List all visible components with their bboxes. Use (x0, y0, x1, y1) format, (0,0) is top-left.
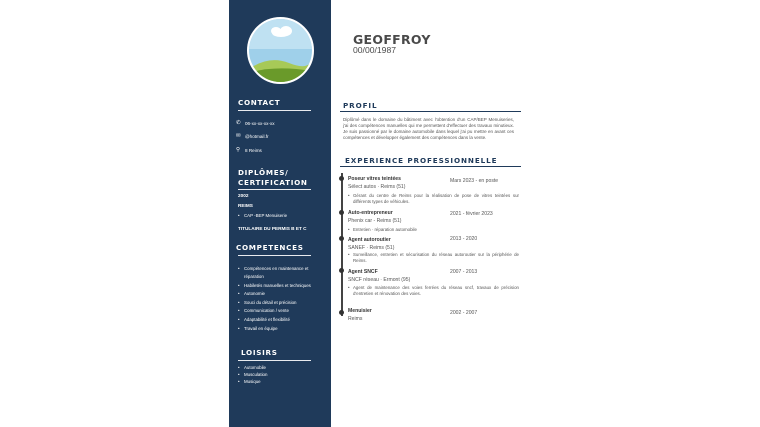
diplomas-divider (238, 189, 311, 190)
hobby-item: • Musique (238, 379, 324, 386)
skills-list (238, 265, 324, 333)
location-value: 8 Reims (245, 147, 262, 153)
skill-item: • Souci du détail et précision (238, 299, 324, 308)
contact-phone (236, 120, 275, 126)
diploma-city: REIMS (238, 203, 253, 208)
diplomas-title-line2: CERTIFICATION (238, 178, 308, 187)
job-title: Agent SNCF (348, 269, 378, 275)
timeline-dot (339, 236, 344, 241)
job-company: SANEF · Reims (51) (348, 245, 395, 251)
hobbies-title: LOISIRS (241, 348, 278, 357)
hobbies-list (238, 365, 324, 385)
experience-title: EXPERIENCE PROFESSIONNELLE (345, 156, 498, 165)
timeline-dot (339, 210, 344, 215)
hobby-item: • Automobile (238, 365, 324, 372)
skill-item: • Compétences en maintenance et réparation (238, 265, 324, 282)
envelope-icon: ✉ (236, 133, 241, 139)
contact-divider (238, 110, 311, 111)
job-description: • Gérant du centre de Reims pour la réalisation de pose de vitres teintées sur différents types de véhicules. (348, 193, 519, 204)
phone-icon: ✆ (236, 120, 241, 126)
job-date: 2002 - 2007 (450, 310, 478, 316)
skill-item: • Communication / vente (238, 307, 324, 316)
phone-value[interactable]: 06-xx-xx-xx-xx (245, 120, 275, 126)
skill-item: • Travail en équipe (238, 325, 324, 334)
job-company: Reims (348, 316, 363, 322)
job-title: Auto-entrepreneur (348, 210, 393, 216)
diploma-list (238, 213, 324, 218)
job-company: Phenix car - Reims (51) (348, 218, 402, 224)
job-date: 2013 - 2020 (450, 236, 478, 242)
experience-timeline (341, 173, 343, 316)
skills-divider (238, 255, 311, 256)
sidebar (229, 0, 331, 427)
job-company: SNCF réseau · Ermont (95) (348, 277, 411, 283)
job-date: 2007 - 2013 (450, 269, 478, 275)
job-title: Poseur vitres teintées (348, 176, 401, 182)
job-company: Sélect autos · Reims (51) (348, 184, 406, 190)
driving-permit: TITULAIRE DU PERMIS B ET C (238, 226, 307, 231)
contact-title: CONTACT (238, 98, 281, 107)
timeline-dot (339, 176, 344, 181)
date-of-birth: 00/00/1987 (353, 45, 397, 55)
job-description: • Entretien · réparation automobile (348, 227, 519, 233)
job-date: 2021 - février 2023 (450, 211, 493, 217)
profile-divider (340, 111, 521, 112)
skill-item: • Habiletés manuelles et techniques (238, 282, 324, 291)
skills-title: COMPETENCES (236, 243, 304, 252)
experience-divider (340, 166, 521, 167)
profile-text: Diplômé dans le domaine du bâtiment avec l'obtention d'un CAP/BEP Menuiseries, j'ai des compétences manuelles qui me permettent d'effectuer des travaux minutieux. Je suis passionné par le domaine automobile dans lequel j'ai pu mettre en avant ces compétences et développer également des compétences dans la vente. (343, 117, 514, 140)
skill-item: • Autonomie (238, 290, 324, 299)
diplomas-title-line1: DIPLÔMES/ (238, 168, 289, 177)
profile-title: PROFIL (343, 101, 378, 110)
timeline-dot (339, 310, 344, 315)
hobby-item: • Musculation (238, 372, 324, 379)
timeline-dot (339, 268, 344, 273)
job-title: Menuisier (348, 308, 372, 314)
location-pin-icon: ⚲ (236, 147, 241, 153)
diploma-year: 2002 (238, 193, 249, 198)
job-description: • Surveillance, entretien et sécurisation du réseau autoroutier sur la périphérie de Reims. (348, 252, 519, 263)
avatar (247, 17, 314, 84)
hobbies-divider (238, 360, 311, 361)
job-description: • Agent de maintenance des voies ferrées du réseau sncf, travaux de précision d'entretien et rénovation des voies. (348, 285, 519, 296)
contact-location (236, 147, 262, 153)
candidate-name: GEOFFROY (353, 32, 431, 47)
landscape-photo-icon (249, 19, 312, 82)
contact-email (236, 133, 269, 139)
job-title: Agent autoroutier (348, 237, 391, 243)
skill-item: • Adaptabilité et flexibilité (238, 316, 324, 325)
job-date: Mars 2023 - en poste (450, 178, 499, 184)
diploma-item: • CAP -BEP Menuiserie (238, 213, 324, 218)
email-value[interactable]: @hotmail.fr (245, 133, 269, 139)
